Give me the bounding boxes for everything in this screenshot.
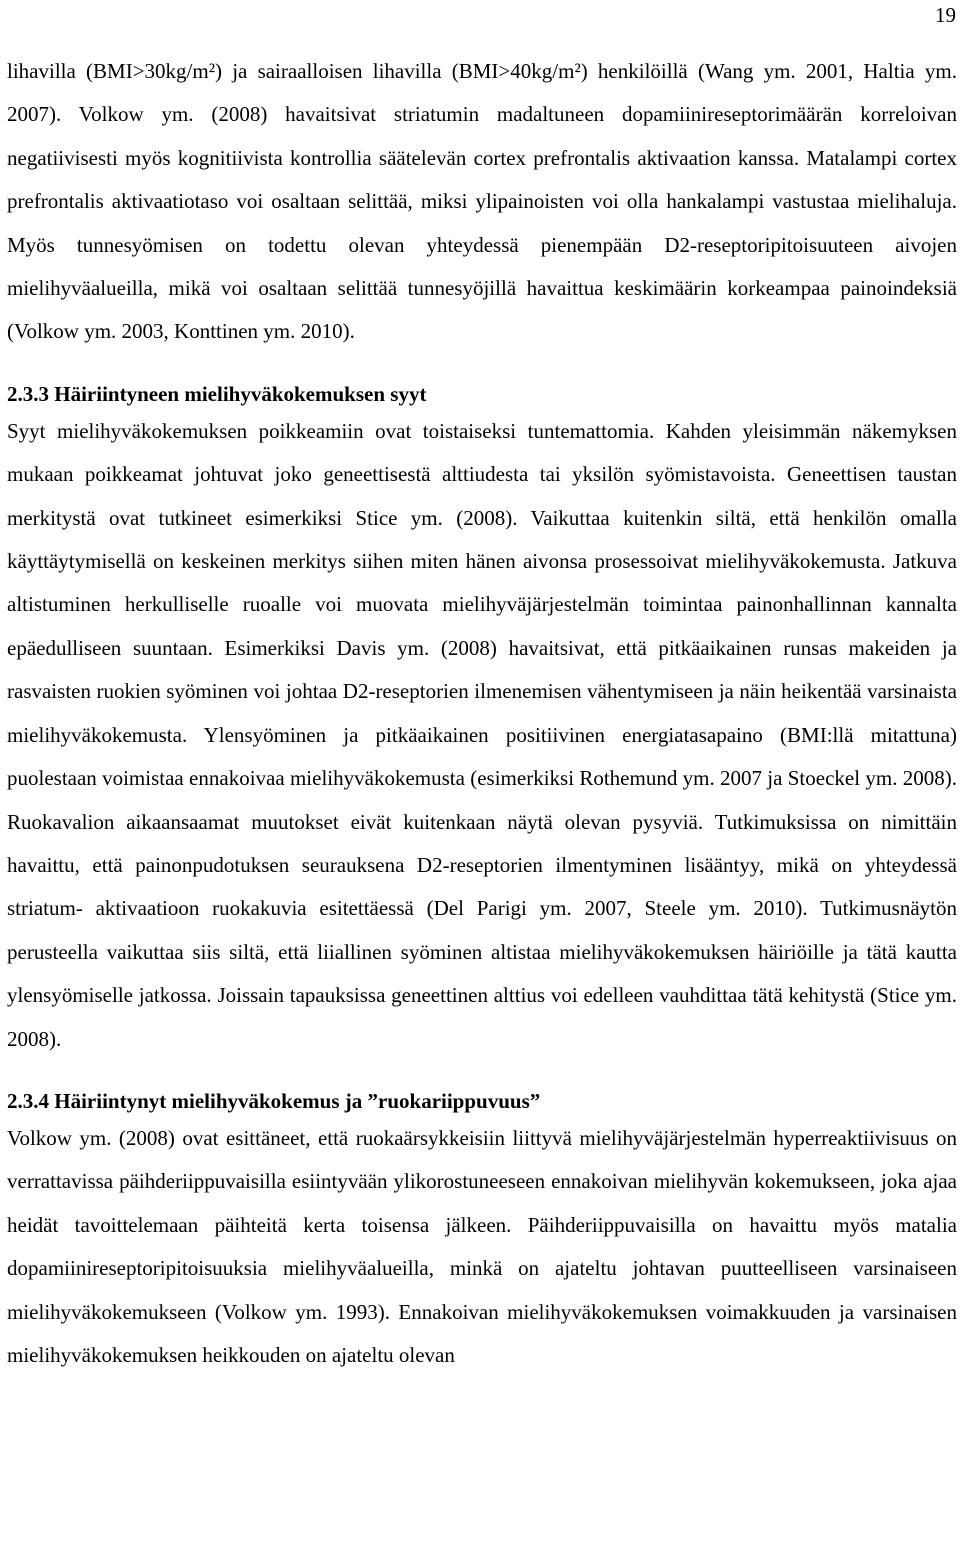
page-number: 19 xyxy=(935,3,956,27)
paragraph-causes: Syyt mielihyväkokemuksen poikkeamiin ovat toistaiseksi tuntemattomia. Kahden yleisimmän näkemyksen mukaan poikkeamat johtuvat joko geneettisestä alttiudesta tai yksilön syömistavoista. Geneettisen taustan merkitystä ovat tutkineet esimerkiksi Stice ym. (2008). Vaikuttaa kuitenkin siltä, että henkilön omalla käyttäytymisellä on keskeinen merkitys siihen miten hänen aivonsa prosessoivat mielihyväkokemusta. Jatkuva altistuminen herkulliselle ruoalle voi muovata mielihyväjärjestelmän toimintaa painonhallinnan kannalta epäedulliseen suuntaan. Esimerkiksi Davis ym. (2008) havaitsivat, että pitkäaikainen runsas makeiden ja rasvaisten ruokien syöminen voi johtaa D2-reseptorien ilmenemisen vähentymiseen ja näin heikentää varsinaista mielihyväkokemusta. Ylensyöminen ja pitkäaikainen positiivinen energiatasapaino (BMI:llä mitattuna) puolestaan voimistaa ennakoivaa mielihyväkokemusta (esimerkiksi Rothemund ym. 2007 ja Stoeckel ym. 2008). Ruokavalion aikaansaamat muutokset eivät kuitenkaan näytä olevan pysyviä. Tutkimuksissa on nimittäin havaittu, että painonpudotuksen seurauksena D2-reseptorien ilmentyminen lisääntyy, mikä on yhteydessä striatum- aktivaatioon ruokakuvia esitettäessä (Del Parigi ym. 2007, Steele ym. 2010). Tutkimusnäytön perusteella vaikuttaa siis siltä, että liiallinen syöminen altistaa mielihyväkokemuksen häiriöille ja tätä kautta ylensyömiselle jatkossa. Joissain tapauksissa geneettinen alttius voi edelleen vauhdittaa tätä kehitystä (Stice ym. 2008). xyxy=(7,418,957,1051)
paragraph-intro: lihavilla (BMI>30kg/m²) ja sairaalloisen lihavilla (BMI>40kg/m²) henkilöillä (Wang ym. 2001, Haltia ym. 2007). Volkow ym. (2008) havaitsivat striatumin madaltuneen dopamiinireseptorimäärän korreloivan negatiivisesti myös kognitiivista kontrollia säätelevän cortex prefrontalis aktivaation kanssa. Matalampi cortex prefrontalis aktivaatiotaso voi osaltaan selittää, miksi ylipainoisten voi olla hankalampi vastustaa mielihaluja. Myös tunnesyömisen on todettu olevan yhteydessä pienempään D2-reseptoripitoisuuteen aivojen mielihyväalueilla, mikä voi osaltaan selittää tunnesyöjillä havaittua keskimäärin korkeampaa painoindeksiä (Volkow ym. 2003, Konttinen ym. 2010). xyxy=(7,59,957,344)
paragraph-food-addiction: Volkow ym. (2008) ovat esittäneet, että ruokaärsykkeisiin liittyvä mielihyväjärjestelmän hyperreaktiivisuus on verrattavissa päihderiippuvaisilla esiintyvään ylikorostuneeseen ennakoivan mielihyvän kokemukseen, joka ajaa heidät tavoittelemaan päihteitä kerta toisensa jälkeen. Päihderiippuvaisilla on havaittu myös matalia dopamiinireseptoripitoisuuksia mielihyväalueilla, minkä on ajateltu johtavan puutteelliseen varsinaiseen mielihyväkokemukseen (Volkow ym. 1993). Ennakoivan mielihyväkokemuksen voimakkuuden ja varsinaisen mielihyväkokemuksen heikkouden on ajateltu olevan xyxy=(7,1125,957,1367)
section-heading-2-3-4: 2.3.4 Häiriintynyt mielihyväkokemus ja ”ruokariippuvuus” xyxy=(7,1088,541,1113)
document-body xyxy=(7,50,957,1377)
section-heading-2-3-3: 2.3.3 Häiriintyneen mielihyväkokemuksen syyt xyxy=(7,381,427,406)
